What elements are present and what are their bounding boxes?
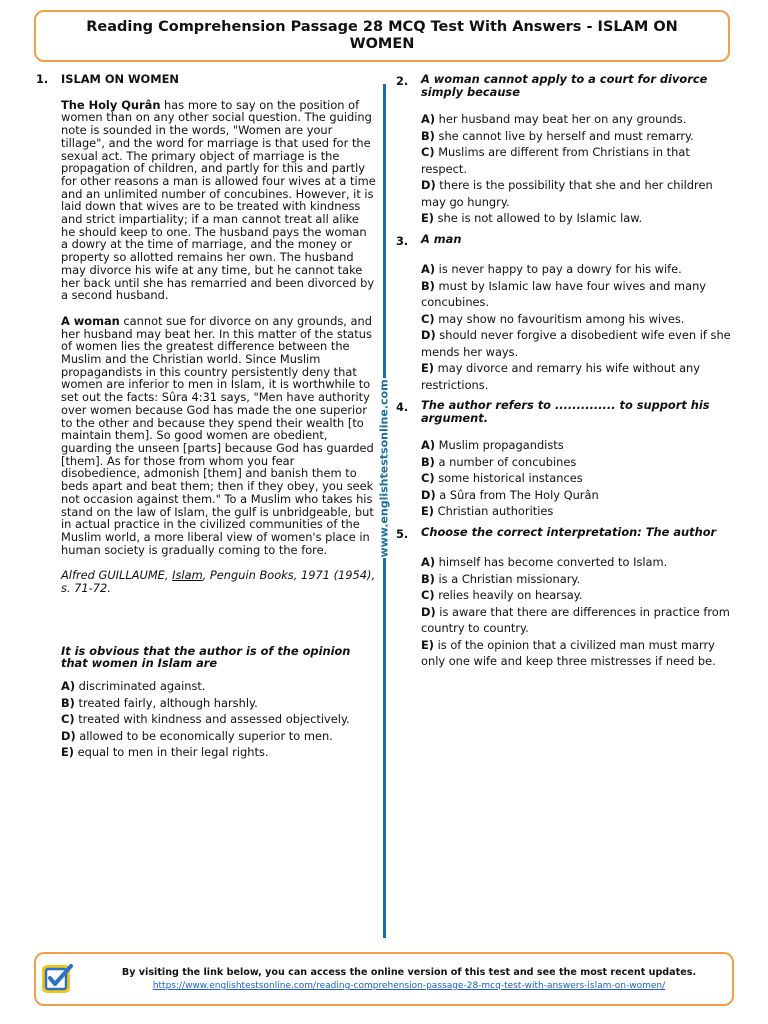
option-c[interactable]: C) relies heavily on hearsay. [421,588,583,602]
option-a[interactable]: A) Muslim propagandists [421,438,564,452]
question-number: 4. [396,400,409,414]
question-prompt: A woman cannot apply to a court for divorce simply because [421,72,708,99]
side-watermark [377,378,391,558]
option-d[interactable]: D) allowed to be economically superior to men. [61,728,333,743]
question-prompt: Choose the correct interpretation: The author [421,524,717,539]
option-e[interactable]: E) may divorce and remarry his wife without any restrictions. [421,361,701,392]
option-d[interactable]: D) there is the possibility that she and her children may go hungry. [421,178,713,209]
paragraph-lead: A woman [61,313,120,328]
option-b[interactable]: B) she cannot live by herself and must remarry. [421,128,694,143]
footer-link[interactable]: https://www.englishtestsonline.com/reading-comprehension-passage-28-mcq-test-with-answers-islam-on-women/ [152,981,666,991]
option-c[interactable]: C) Muslims are different from Christians in that respect. [421,145,690,176]
passage-paragraph-1 [61,99,376,302]
page-title: Reading Comprehension Passage 28 MCQ Test With Answers - ISLAM ON WOMEN [86,19,678,52]
option-b[interactable]: B) treated fairly, although harshly. [61,695,258,710]
question-1-header [36,73,376,86]
question-5 [396,526,734,670]
question-1-options [61,678,376,761]
question-number: 5. [396,526,409,541]
question-options [421,437,734,520]
question-number: 2. [396,74,409,88]
question-1-prompt: It is obvious that the author is of the opinion that women in Islam are [61,643,351,671]
option-a[interactable]: A) her husband may beat her on any grounds. [421,112,687,126]
paragraph-lead: The Holy Qurân [61,97,161,112]
question-number: 3. [396,233,409,248]
question-number: 1. [36,72,49,86]
paragraph-text: cannot sue for divorce on any grounds, and her husband may beat her. In this matter of the status of women lies the greatest difference between the Muslim and the Christian world. Since Muslim propagandists in this country persistently deny that women are inferior to men in Islam, it is worthwhile to set out the facts: Sûra 4:31 says, "Men have authority over women because God has made the one superior to the other and because they spend their wealth [to maintain them]. So good women are obedient, guarding the unseen [parts] because God has guarded [them]. As for those from whom you fear disobedience, admonish [them] and banish them to beds apart and beat them; then if they obey, you seek not occasion against them." To a Muslim who takes his stand on the law of Islam, the gulf is unbridgeable, but in actual practice in the civilized communities of the Muslim world, a more liberal view of women's place in human society is gradually coming to the fore. [61,313,374,557]
paragraph-text: has more to say on the position of women than on any other social question. The guiding note is sounded in the words, "Women are your tillage", and the word for marriage is that used for the sexual act. The primary object of marriage is the propagation of children, and partly for this and partly for other reasons a man is allowed four wives at a time and an unlimited number of concubines. However, it is laid down that wives are to be treated with kindness and strict impartiality; if a man cannot treat all alike he should keep to one. The husband pays the woman a dowry at the time of marriage, and the money or property so allotted remains her own. The husband may divorce his wife at any time, but he cannot take her back until she has remarried and been divorced by a second husband. [61,97,376,303]
question-prompt: A man [421,231,462,246]
question-options [421,111,734,227]
passage-title: ISLAM ON WOMEN [61,72,179,86]
footer-box [34,952,734,1006]
left-column [36,73,376,761]
option-a[interactable]: A) discriminated against. [61,679,206,694]
option-b[interactable]: B) is a Christian missionary. [421,571,581,586]
question-prompt: The author refers to .............. to support his argument. [421,398,710,425]
option-e[interactable]: E) she is not allowed to by Islamic law. [421,211,643,225]
footer-notice: By visiting the link below, you can access the online version of this test and see the most recent updates. [121,967,697,978]
option-b[interactable]: B) must by Islamic law have four wives and many concubines. [421,278,707,309]
option-c[interactable]: C) may show no favouritism among his wives. [421,311,685,326]
option-e[interactable]: E) equal to men in their legal rights. [61,745,269,760]
question-3 [396,233,734,394]
option-c[interactable]: C) some historical instances [421,471,583,485]
option-a[interactable]: A) himself has become converted to Islam. [421,555,668,569]
passage [61,99,376,761]
option-b[interactable]: B) a number of concubines [421,454,577,469]
question-options [421,554,734,670]
option-d[interactable]: D) should never forgive a disobedient wife even if she mends her ways. [421,328,731,359]
option-e[interactable]: E) Christian authorities [421,504,554,518]
option-c[interactable]: C) treated with kindness and assessed objectively. [61,712,350,727]
option-d[interactable]: D) a Sûra from The Holy Qurân [421,487,599,502]
question-2 [396,73,734,227]
question-4 [396,399,734,520]
right-column [396,73,734,676]
footer-text [96,966,722,993]
question-options [421,261,734,393]
side-watermark-text: www.englishtestsonline.com [377,378,391,558]
passage-paragraph-2 [61,315,376,556]
header-box [34,10,730,62]
option-e[interactable]: E) is of the opinion that a civilized man must marry only one wife and keep three mistresses if need be. [421,637,716,668]
option-a[interactable]: A) is never happy to pay a dowry for his wife. [421,262,682,276]
citation: Alfred GUILLAUME, Islam, Penguin Books, 1971 (1954), s. 71-72. [61,568,376,596]
checkbox-check-icon [40,961,74,995]
citation-book-title: Islam [172,568,203,583]
option-d[interactable]: D) is aware that there are differences in practice from country to country. [421,604,730,635]
